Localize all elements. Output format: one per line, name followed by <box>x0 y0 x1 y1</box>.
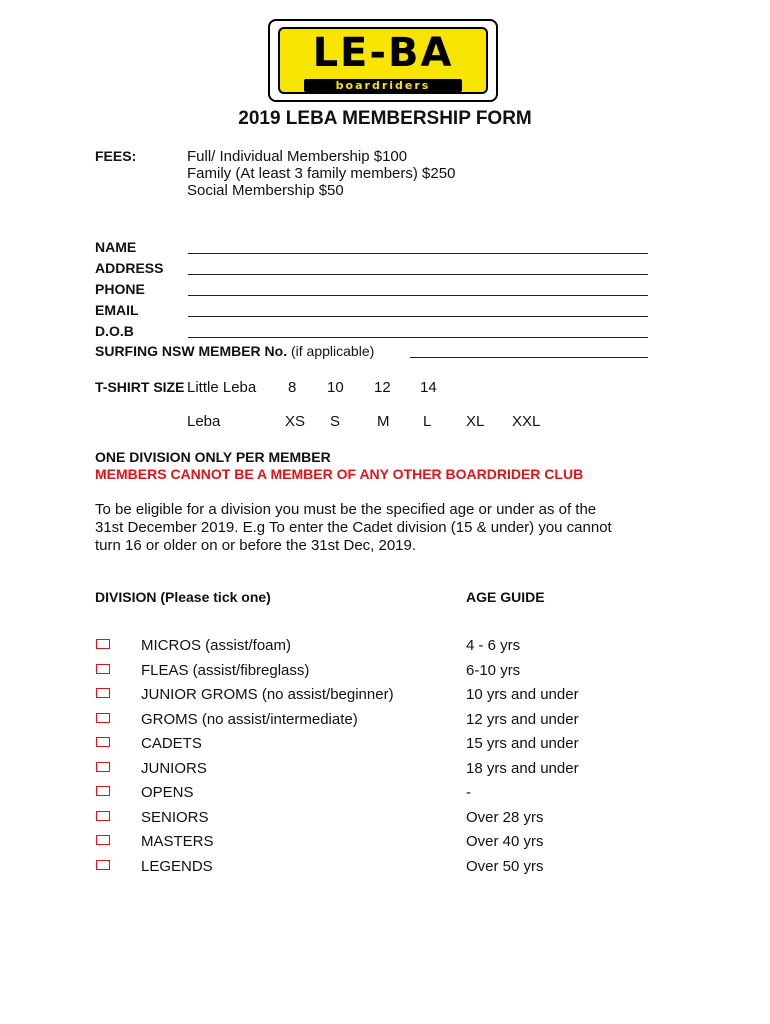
little-leba-label: Little Leba <box>187 379 257 396</box>
one-division-notice: ONE DIVISION ONLY PER MEMBER <box>95 449 331 465</box>
division-age: 6-10 yrs <box>466 662 521 679</box>
logo-subtitle-bar <box>304 79 462 92</box>
name-field[interactable] <box>188 253 648 254</box>
division-checkbox[interactable] <box>96 688 110 698</box>
division-name: OPENS <box>141 784 194 801</box>
division-age: Over 40 yrs <box>466 833 544 850</box>
size-option[interactable]: XS <box>285 413 306 430</box>
division-checkbox[interactable] <box>96 639 110 649</box>
division-age: - <box>466 784 471 801</box>
surfing-nsw-note: (if applicable) <box>291 343 375 359</box>
age-guide-header: AGE GUIDE <box>466 589 545 605</box>
size-option[interactable]: M <box>377 413 390 430</box>
division-name: JUNIORS <box>141 760 207 777</box>
division-age: 10 yrs and under <box>466 686 579 703</box>
division-checkbox[interactable] <box>96 664 110 674</box>
fee-full: Full/ Individual Membership $100 <box>187 148 408 165</box>
fees-label: FEES: <box>95 148 137 164</box>
leba-label: Leba <box>187 413 221 430</box>
size-option[interactable]: XXL <box>512 413 541 430</box>
size-option[interactable]: L <box>423 413 432 430</box>
division-checkbox[interactable] <box>96 860 110 870</box>
division-checkbox[interactable] <box>96 713 110 723</box>
division-age: 18 yrs and under <box>466 760 579 777</box>
division-name: GROMS (no assist/intermediate) <box>141 711 358 728</box>
division-name: LEGENDS <box>141 858 213 875</box>
email-field[interactable] <box>188 316 648 317</box>
division-name: SENIORS <box>141 809 209 826</box>
division-checkbox[interactable] <box>96 737 110 747</box>
logo-text: LE-BA <box>312 30 454 76</box>
division-name: FLEAS (assist/fibreglass) <box>141 662 310 679</box>
dob-field[interactable] <box>188 337 648 338</box>
name-label: NAME <box>95 239 137 255</box>
division-age: Over 28 yrs <box>466 809 544 826</box>
division-age: 15 yrs and under <box>466 735 579 752</box>
eligibility-line-2: 31st December 2019. E.g To enter the Cadet division (15 & under) you cannot <box>95 519 612 536</box>
logo-badge <box>278 27 488 94</box>
address-label: ADDRESS <box>95 260 164 276</box>
fee-family: Family (At least 3 family members) $250 <box>187 165 456 182</box>
phone-label: PHONE <box>95 281 145 297</box>
division-name: MICROS (assist/foam) <box>141 637 292 654</box>
tshirt-label: T-SHIRT SIZE <box>95 379 185 395</box>
club-logo <box>268 19 498 102</box>
division-name: JUNIOR GROMS (no assist/beginner) <box>141 686 394 703</box>
division-checkbox[interactable] <box>96 835 110 845</box>
size-option[interactable]: 8 <box>288 379 297 396</box>
surfing-nsw-label <box>95 343 374 359</box>
surfing-nsw-title: SURFING NSW MEMBER No. <box>95 343 288 359</box>
size-option[interactable]: XL <box>466 413 485 430</box>
logo-subtitle: boardriders <box>335 79 431 92</box>
division-age: 4 - 6 yrs <box>466 637 521 654</box>
division-checkbox[interactable] <box>96 811 110 821</box>
address-field[interactable] <box>188 274 648 275</box>
phone-field[interactable] <box>188 295 648 296</box>
size-option[interactable]: S <box>330 413 341 430</box>
eligibility-line-3: turn 16 or older on or before the 31st Dec, 2019. <box>95 537 417 554</box>
division-header: DIVISION (Please tick one) <box>95 589 271 605</box>
dob-label: D.O.B <box>95 323 134 339</box>
email-label: EMAIL <box>95 302 139 318</box>
division-age: Over 50 yrs <box>466 858 544 875</box>
form-title: 2019 LEBA MEMBERSHIP FORM <box>238 108 532 129</box>
size-option[interactable]: 10 <box>327 379 344 396</box>
boardrider-club-warning: MEMBERS CANNOT BE A MEMBER OF ANY OTHER BOARDRIDER CLUB <box>95 466 584 482</box>
eligibility-line-1: To be eligible for a division you must be the specified age or under as of the <box>95 501 597 518</box>
size-option[interactable]: 14 <box>420 379 437 396</box>
division-name: MASTERS <box>141 833 214 850</box>
division-checkbox[interactable] <box>96 762 110 772</box>
surfing-nsw-field[interactable] <box>410 357 648 358</box>
division-name: CADETS <box>141 735 202 752</box>
size-option[interactable]: 12 <box>374 379 391 396</box>
division-age: 12 yrs and under <box>466 711 579 728</box>
fee-social: Social Membership $50 <box>187 182 344 199</box>
division-checkbox[interactable] <box>96 786 110 796</box>
